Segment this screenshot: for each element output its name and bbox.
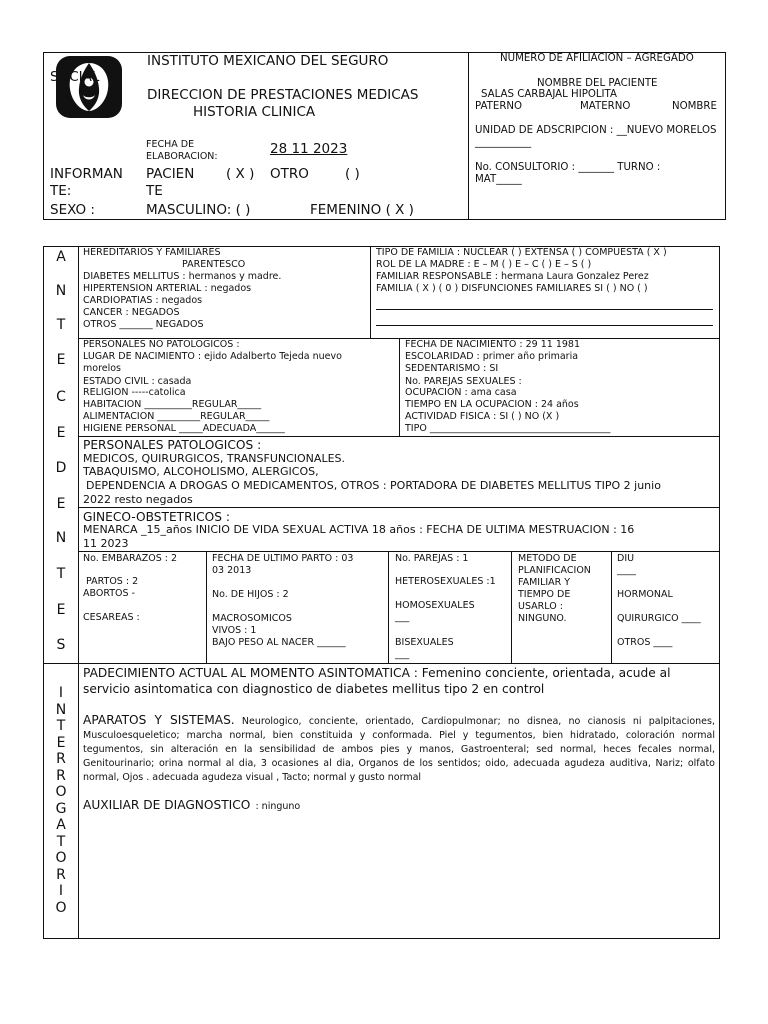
nombre-paciente-label: NOMBRE DEL PACIENTE (537, 78, 658, 89)
nacimiento-line: FECHA DE NACIMIENTO : 29 11 1981 (405, 339, 580, 350)
historia-title: HISTORIA CLINICA (193, 104, 316, 120)
patologicos-line: MEDICOS, QUIRURGICOS, TRANSFUNCIONALES. (83, 452, 345, 465)
social-label: SOCIAL (50, 69, 100, 85)
gineco-table-cell: No. DE HIJOS : 2 (212, 589, 289, 600)
hereditarios-line: HIPERTENSION ARTERIAL : negados (83, 283, 252, 294)
gineco-table-cell: PLANIFICACION (518, 565, 591, 576)
direccion-title: DIRECCION DE PRESTACIONES MEDICAS (147, 87, 419, 103)
paciente-label-2: TE (146, 183, 163, 199)
gineco-table-cell: CESAREAS : (83, 612, 140, 623)
paterno-label: PATERNO (475, 101, 523, 112)
patologicos-line: TABAQUISMO, ALCOHOLISMO, ALERGICOS, (83, 465, 319, 478)
hereditarios-line: CANCER : NEGADOS (83, 307, 180, 318)
gineco-table-cell: BISEXUALES (395, 637, 454, 648)
mat-field: MAT_____ (475, 174, 522, 185)
gineco-table-cell: ___ (395, 612, 410, 623)
familia-line: ROL DE LA MADRE : E – M ( ) E – C ( ) E – S ( ) (376, 259, 592, 270)
informante-label-1: INFORMAN (50, 166, 123, 182)
gineco-table-cell: VIVOS : 1 (212, 625, 257, 636)
informante-label-2: TE: (50, 183, 72, 199)
gineco-table-cell: 03 2013 (212, 565, 252, 576)
fecha-label-2: ELABORACION: (146, 151, 218, 162)
imss-logo (54, 55, 124, 119)
divider-nopatologicos-bottom (78, 436, 720, 437)
aparatos-title: APARATOS Y SISTEMAS. (83, 713, 235, 727)
familia-line: FAMILIA ( X ) ( 0 ) DISFUNCIONES FAMILIARES SI ( ) NO ( ) (376, 283, 648, 294)
nacimiento-line: No. PAREJAS SEXUALES : (405, 376, 522, 387)
femenino-option[interactable]: FEMENINO ( X ) (310, 202, 414, 218)
gineco-table-cell: USARLO : (518, 601, 563, 612)
gineco-col-divider-2 (388, 551, 389, 664)
familia-fill-line-1 (376, 309, 713, 310)
gineco-table-cell: HOMOSEXUALES (395, 600, 475, 611)
institute-title: INSTITUTO MEXICANO DEL SEGURO (147, 53, 389, 69)
auxiliar-diagnostico (83, 794, 300, 813)
nacimiento-line: OCUPACION : ama casa (405, 387, 517, 398)
nacimiento-line: TIPO ______________________________________ (405, 423, 611, 434)
otro-label: OTRO (270, 166, 309, 182)
nopatologicos-line: ALIMENTACION _________REGULAR_____ (83, 411, 270, 422)
nopatologicos-line: RELIGION -----catolica (83, 387, 186, 398)
materno-label: MATERNO (580, 101, 631, 112)
nopatologicos-line: PERSONALES NO PATOLOGICOS : (83, 339, 240, 350)
gineco-table-cell: BAJO PESO AL NACER ______ (212, 637, 346, 648)
nacimiento-line: ESCOLARIDAD : primer año primaria (405, 351, 579, 362)
familia-line: FAMILIAR RESPONSABLE : hermana Laura Gonzalez Perez (376, 271, 649, 282)
paciente-label-1: PACIEN (146, 166, 195, 182)
patologicos-title: PERSONALES PATOLOGICOS : (83, 438, 262, 452)
gineco-table-cell: ABORTOS - (83, 588, 135, 599)
fecha-value: 28 11 2023 (270, 141, 348, 157)
patologicos-line: DEPENDENCIA A DROGAS O MEDICAMENTOS, OTROS : PORTADORA DE DIABETES MELLITUS TIPO 2 junio (86, 479, 661, 492)
gineco-table-cell: MACROSOMICOS (212, 613, 292, 624)
divider-hereditarios-familia (370, 246, 371, 338)
hereditarios-title: HEREDITARIOS Y FAMILIARES (83, 247, 221, 258)
gineco-table-cell: HETEROSEXUALES :1 (395, 576, 496, 587)
gineco-title: GINECO-OBSTETRICOS : (83, 510, 230, 524)
gineco-table-cell: NINGUNO. (518, 613, 567, 624)
divider-nopatologicos-nacimiento (399, 338, 400, 436)
gineco-table-cell: TIEMPO DE (518, 589, 571, 600)
gineco-table-cell: OTROS ____ (617, 637, 673, 648)
nacimiento-line: SEDENTARISMO : SI (405, 363, 499, 374)
familia-line: TIPO DE FAMILIA : NUCLEAR ( ) EXTENSA ( ) COMPUESTA ( X ) (376, 247, 667, 258)
gineco-table-cell: No. EMBARAZOS : 2 (83, 553, 178, 564)
padecimiento-actual: PADECIMIENTO ACTUAL AL MOMENTO ASINTOMATICA : Femenino conciente, orientada, acude al servicio asintomatica con diagnostico de diabetes mellitus tipo 2 en control (83, 666, 671, 696)
nopatologicos-line: HIGIENE PERSONAL _____ADECUADA______ (83, 423, 285, 434)
interrogatorio-vertical-label: I N T E R R O G A T O R I O (55, 685, 67, 916)
gineco-table-cell: DIU (617, 553, 635, 564)
gineco-table-cell: PARTOS : 2 (86, 576, 139, 587)
patologicos-line: 2022 resto negados (83, 493, 193, 506)
gineco-table-cell: No. PAREJAS : 1 (395, 553, 469, 564)
nopatologicos-line: morelos (83, 363, 122, 374)
gineco-table-cell: ___ (395, 649, 410, 660)
afiliacion-label: NUMERO DE AFILIACION – AGREGADO (500, 53, 694, 64)
sexo-label: SEXO : (50, 202, 95, 218)
gineco-line-1: MENARCA _15_años INICIO DE VIDA SEXUAL ACTIVA 18 años : FECHA DE ULTIMA MESTRUACION : 16 (83, 523, 635, 536)
antecedentes-vertical-label: A N T E C E D E N T E S (55, 249, 67, 653)
gineco-line-2: 11 2023 (83, 537, 129, 550)
auxiliar-title: AUXILIAR DE DIAGNOSTICO (83, 798, 251, 812)
hereditarios-line: DIABETES MELLITUS : hermanos y madre. (83, 271, 282, 282)
gineco-col-divider-4 (611, 551, 612, 664)
hereditarios-line: CARDIOPATIAS : negados (83, 295, 203, 306)
auxiliar-value: : ninguno (255, 801, 301, 812)
parentesco-title: PARENTESCO (182, 259, 246, 270)
gineco-table-cell: ____ (617, 565, 636, 576)
divider-patologicos-bottom (78, 507, 720, 508)
nombre-label: NOMBRE (672, 101, 717, 112)
gineco-col-divider-3 (511, 551, 512, 664)
gineco-table-cell: FECHA DE ULTIMO PARTO : 03 (212, 553, 354, 564)
aparatos-text: Neurologico, conciente, orientado, Cardiopulmonar; no disnea, no cianosis ni palpitaciones, Musculoesqueletico; marcha normal, bien constituida y conformada. Piel y tegumentos, bien hidratado, coloración normal tegumentos, sin alteración en la sensibilidad de ambos pies y manos, Gastroenteral; sed normal, heces fecales normal, Genitourinario; orina normal al dia, 3 ocasiones al dia, Organos de los sentidos; oido, adecuada agudeza auditiva, Nariz; olfato normal, Ojos . adecuada agudeza visual , Tacto; normal y gusto normal (83, 716, 715, 783)
hereditarios-line: OTROS _______ NEGADOS (83, 319, 204, 330)
nombre-paciente-value: SALAS CARBAJAL HIPOLITA (481, 89, 617, 100)
nopatologicos-line: HABITACION __________REGULAR_____ (83, 399, 262, 410)
nopatologicos-line: ESTADO CIVIL : casada (83, 376, 192, 387)
fecha-label-1: FECHA DE (146, 139, 195, 150)
gineco-table-cell: HORMONAL (617, 589, 673, 600)
unidad-adscripcion: UNIDAD DE ADSCRIPCION : __NUEVO MORELOS (475, 125, 717, 136)
masculino-option[interactable]: MASCULINO: ( ) (146, 202, 251, 218)
consultorio-turno: No. CONSULTORIO : _______ TURNO : (475, 162, 661, 173)
paciente-checkbox[interactable]: ( X ) (226, 166, 255, 182)
divider-gineco-bottom (78, 551, 720, 552)
nopatologicos-line: LUGAR DE NACIMIENTO : ejido Adalberto Tejeda nuevo (83, 351, 342, 362)
gineco-table-cell: METODO DE (518, 553, 577, 564)
nacimiento-line: ACTIVIDAD FISICA : SI ( ) NO (X ) (405, 411, 560, 422)
familia-fill-line-2 (376, 325, 713, 326)
otro-checkbox[interactable]: ( ) (345, 166, 360, 182)
gineco-table-cell: QUIRURGICO ____ (617, 613, 701, 624)
aparatos-sistemas (83, 713, 715, 785)
gineco-table-cell: FAMILIAR Y (518, 577, 571, 588)
gineco-col-divider-1 (206, 551, 207, 664)
unidad-line: ___________ (475, 137, 532, 148)
nacimiento-line: TIEMPO EN LA OCUPACION : 24 años (405, 399, 579, 410)
